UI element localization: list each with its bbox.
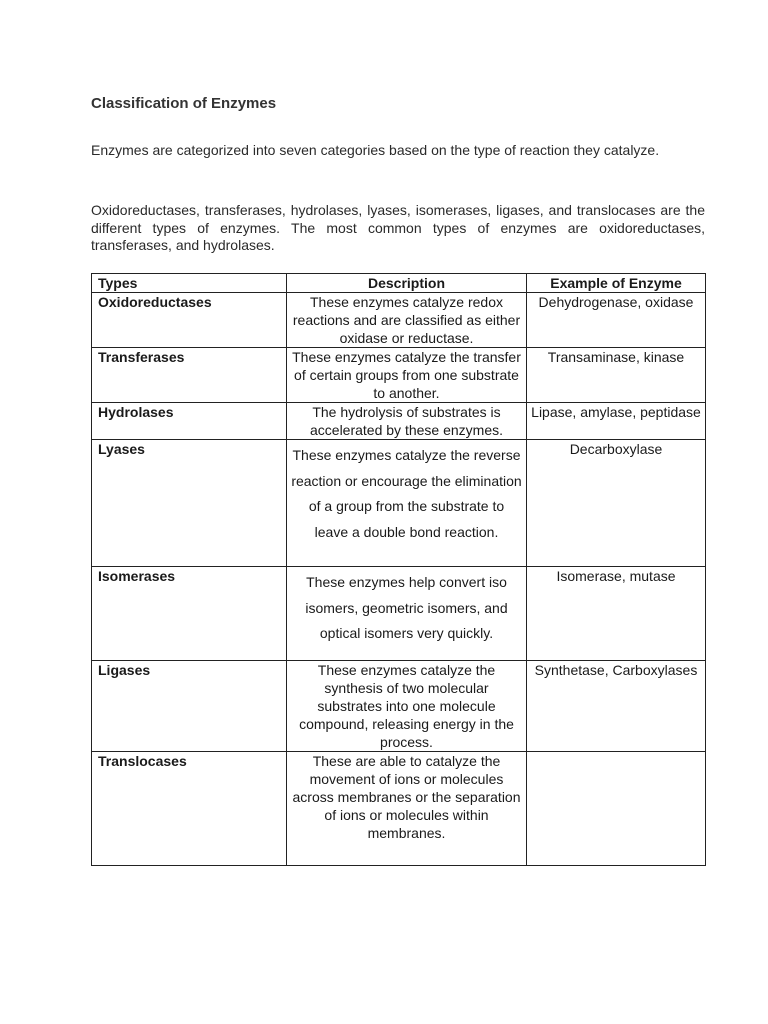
- example-cell: Isomerase, mutase: [527, 567, 706, 661]
- table-row: [92, 403, 706, 440]
- header-description: Description: [287, 274, 527, 293]
- header-types: Types: [92, 274, 287, 293]
- types-paragraph: Oxidoreductases, transferases, hydrolases, lyases, isomerases, ligases, and translocases are the different types of enzymes. The most common types of enzymes are oxidoreductases, transferases, and hydrolases.: [91, 202, 705, 253]
- description-cell: These enzymes help convert iso isomers, geometric isomers, and optical isomers very quickly.: [287, 567, 527, 661]
- table-row: [92, 293, 706, 348]
- description-cell: These enzymes catalyze redox reactions and are classified as either oxidase or reductase.: [287, 293, 527, 348]
- type-cell: Translocases: [92, 752, 287, 866]
- description-cell: These are able to catalyze the movement of ions or molecules across membranes or the separation of ions or molecules within membranes.: [287, 752, 527, 866]
- example-cell: [527, 752, 706, 866]
- enzyme-table: [91, 273, 706, 866]
- description-cell: These enzymes catalyze the transfer of certain groups from one substrate to another.: [287, 348, 527, 403]
- example-cell: Dehydrogenase, oxidase: [527, 293, 706, 348]
- table-header-row: [92, 274, 706, 293]
- type-cell: Isomerases: [92, 567, 287, 661]
- type-cell: Lyases: [92, 440, 287, 567]
- document-title: Classification of Enzymes: [91, 95, 277, 112]
- example-cell: Lipase, amylase, peptidase: [527, 403, 706, 440]
- intro-paragraph: Enzymes are categorized into seven categories based on the type of reaction they catalyze.: [91, 142, 660, 158]
- table-row: [92, 440, 706, 567]
- type-cell: Transferases: [92, 348, 287, 403]
- example-cell: Synthetase, Carboxylases: [527, 661, 706, 752]
- table-row: [92, 752, 706, 866]
- type-cell: Ligases: [92, 661, 287, 752]
- description-cell: These enzymes catalyze the reverse reaction or encourage the elimination of a group from the substrate to leave a double bond reaction.: [287, 440, 527, 567]
- description-cell: The hydrolysis of substrates is accelerated by these enzymes.: [287, 403, 527, 440]
- table-row: [92, 567, 706, 661]
- table-row: [92, 661, 706, 752]
- example-cell: Decarboxylase: [527, 440, 706, 567]
- type-cell: Hydrolases: [92, 403, 287, 440]
- table-row: [92, 348, 706, 403]
- header-example: Example of Enzyme: [527, 274, 706, 293]
- type-cell: Oxidoreductases: [92, 293, 287, 348]
- description-cell: These enzymes catalyze the synthesis of two molecular substrates into one molecule compound, releasing energy in the process.: [287, 661, 527, 752]
- example-cell: Transaminase, kinase: [527, 348, 706, 403]
